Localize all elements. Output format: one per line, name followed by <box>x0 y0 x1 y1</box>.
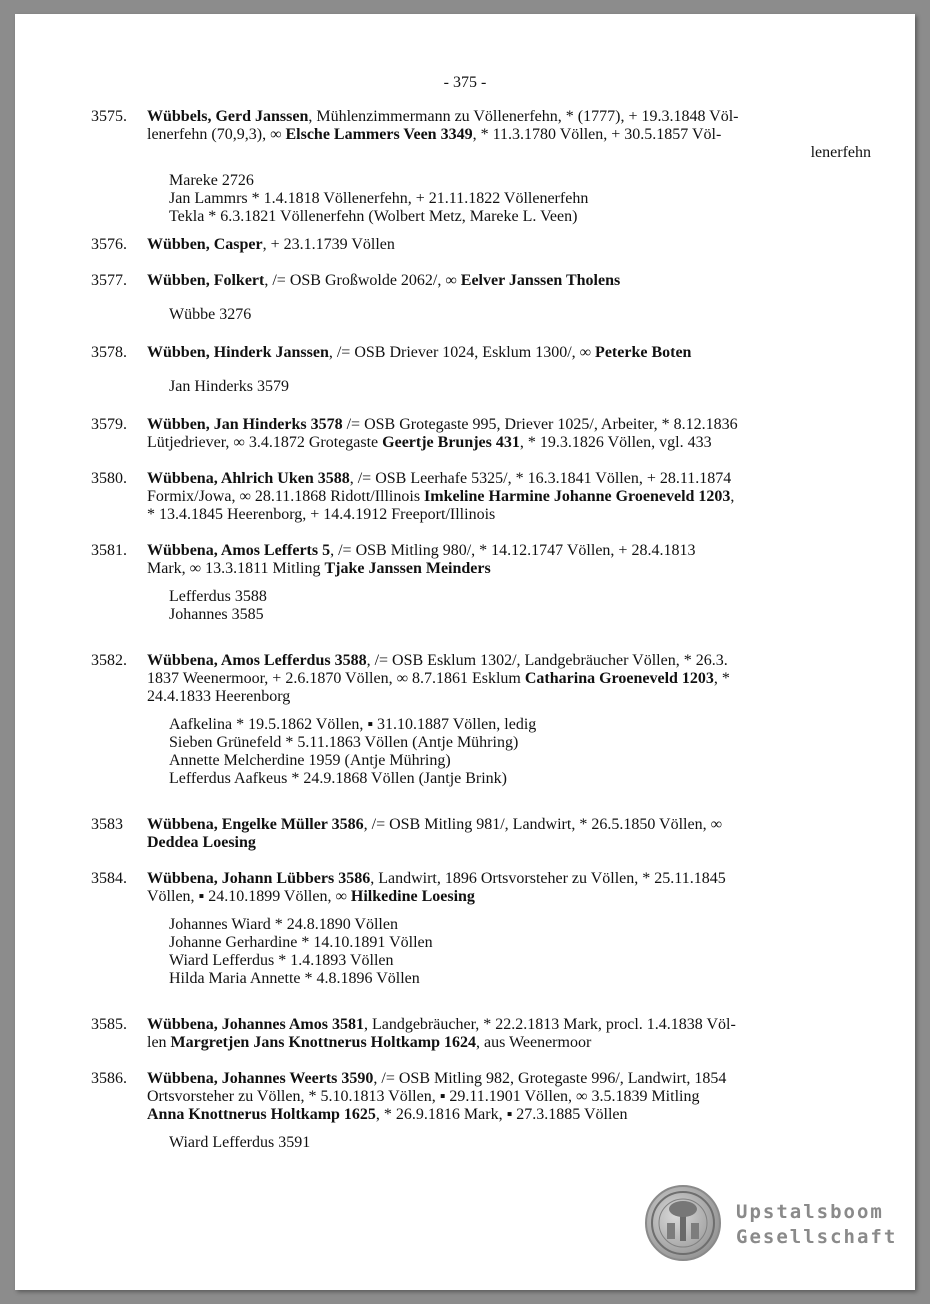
entry-detail: 1837 Weenermoor, + 2.6.1870 Völlen, ∞ 8.7.1861 Esklum <box>147 670 525 687</box>
entry-line <box>147 870 871 888</box>
page-number: - 375 - <box>443 74 487 91</box>
entry-line <box>147 434 871 452</box>
children-list <box>169 916 871 988</box>
entry-line <box>147 888 871 906</box>
child-entry: Wiard Lefferdus 3591 <box>169 1134 311 1151</box>
person-name: Tjake Janssen Meinders <box>324 560 491 577</box>
entry-text <box>147 236 871 254</box>
person-name: Deddea Loesing <box>147 834 256 851</box>
entry-detail: Mark, ∞ 13.3.1811 Mitling <box>147 560 325 577</box>
entry-text <box>147 816 871 852</box>
entry-text <box>147 416 871 452</box>
entry-detail: , <box>730 488 735 505</box>
entry-line <box>147 108 871 126</box>
entry-text <box>147 470 871 524</box>
person-name: Catharina Groeneveld 1203 <box>524 670 714 687</box>
entry-3575 <box>91 108 871 226</box>
entry-line <box>147 1088 871 1106</box>
entry-detail: , /= OSB Mitling 982, Grotegaste 996/, Landwirt, 1854 <box>373 1070 727 1087</box>
entry-line <box>147 1034 871 1052</box>
entry-number: 3577. <box>91 272 127 289</box>
child-entry: Mareke 2726 <box>169 172 254 189</box>
entry-line <box>147 236 871 254</box>
entry-line <box>147 416 871 434</box>
entry-line <box>147 670 871 688</box>
entry-line <box>147 688 871 706</box>
children-list <box>169 172 871 226</box>
society-logo-text <box>736 1200 897 1250</box>
person-name: Margretjen Jans Knottnerus Holtkamp 1624 <box>170 1034 477 1051</box>
entry-detail: * 13.4.1845 Heerenborg, + 14.4.1912 Freeport/Illinois <box>147 506 496 523</box>
children-list <box>169 716 871 788</box>
entry-3580 <box>91 470 871 524</box>
entry-detail: len <box>147 1034 171 1051</box>
entry-detail: , * 11.3.1780 Völlen, + 30.5.1857 Völ- <box>472 126 722 143</box>
entry-detail: , aus Weenermoor <box>476 1034 592 1051</box>
person-name: Elsche Lammers Veen 3349 <box>285 126 473 143</box>
entry-detail: /= OSB Grotegaste 995, Driever 1025/, Arbeiter, * 8.12.1836 <box>342 416 738 433</box>
entry-detail: , /= OSB Driever 1024, Esklum 1300/, ∞ <box>328 344 596 361</box>
entry-3585 <box>91 1016 871 1052</box>
person-name: Peterke Boten <box>595 344 692 361</box>
person-name: Wübben, Jan Hinderks 3578 <box>147 416 343 433</box>
entry-detail: , /= OSB Esklum 1302/, Landgebräucher Völlen, * 26.3. <box>366 652 728 669</box>
entry-detail: , Landgebräucher, * 22.2.1813 Mark, procl. 1.4.1838 Völ- <box>363 1016 736 1033</box>
entry-text <box>147 272 871 290</box>
entry-detail: , /= OSB Leerhafe 5325/, * 16.3.1841 Völlen, + 28.11.1874 <box>349 470 732 487</box>
child-entry: Tekla * 6.3.1821 Völlenerfehn (Wolbert Metz, Mareke L. Veen) <box>169 208 578 225</box>
entry-detail: , Landwirt, 1896 Ortsvorsteher zu Völlen, * 25.11.1845 <box>370 870 726 887</box>
entry-number: 3579. <box>91 416 127 433</box>
document-page <box>15 14 915 1290</box>
child-entry: Johanne Gerhardine * 14.10.1891 Völlen <box>169 934 433 951</box>
entry-number: 3575. <box>91 108 127 125</box>
entry-text <box>147 344 871 362</box>
person-name: Wübben, Casper <box>147 236 263 253</box>
entry-number: 3586. <box>91 1070 127 1087</box>
entry-number: 3576. <box>91 236 127 253</box>
person-name: Geertje Brunjes 431 <box>382 434 520 451</box>
entry-number: 3585. <box>91 1016 127 1033</box>
entry-number: 3583 <box>91 816 123 833</box>
children-list <box>169 378 871 396</box>
entry-3576 <box>91 236 871 254</box>
entry-line <box>147 344 871 362</box>
entry-line <box>147 560 871 578</box>
child-entry: Jan Lammrs * 1.4.1818 Völlenerfehn, + 21.11.1822 Völlenerfehn <box>169 190 589 207</box>
entry-line <box>147 542 871 560</box>
entry-detail: Völlen, ▪ 24.10.1899 Völlen, ∞ <box>147 888 351 905</box>
entry-detail: 24.4.1833 Heerenborg <box>147 688 291 705</box>
person-name: Wübbena, Johannes Amos 3581 <box>147 1016 364 1033</box>
entry-3586 <box>91 1070 871 1152</box>
entry-3578 <box>91 344 871 396</box>
entry-detail: Ortsvorsteher zu Völlen, * 5.10.1813 Völlen, ▪ 29.11.1901 Völlen, ∞ 3.5.1839 Mitling <box>147 1088 700 1105</box>
entry-line <box>147 272 871 290</box>
person-name: Wübbels, Gerd Janssen <box>147 108 309 125</box>
person-name: Wübbena, Engelke Müller 3586 <box>147 816 364 833</box>
child-entry: Jan Hinderks 3579 <box>169 378 289 395</box>
society-seal-image <box>645 1185 721 1261</box>
entry-text <box>147 1070 871 1124</box>
entry-3583 <box>91 816 871 852</box>
person-name: Wübben, Hinderk Janssen <box>147 344 329 361</box>
person-name: Anna Knottnerus Holtkamp 1625 <box>147 1106 376 1123</box>
entry-line <box>147 470 871 488</box>
entry-detail: Lütjedriever, ∞ 3.4.1872 Grotegaste <box>147 434 383 451</box>
entry-detail: Formix/Jowa, ∞ 28.11.1868 Ridott/Illinois <box>147 488 425 505</box>
child-entry: Johannes Wiard * 24.8.1890 Völlen <box>169 916 398 933</box>
entry-text <box>147 542 871 578</box>
entry-detail: , Mühlenzimmermann zu Völlenerfehn, * (1777), + 19.3.1848 Völ- <box>308 108 739 125</box>
entry-line <box>147 144 871 162</box>
children-list <box>169 588 871 624</box>
entry-line <box>147 506 871 524</box>
child-entry: Wübbe 3276 <box>169 306 252 323</box>
entry-text <box>147 108 871 162</box>
entry-3581 <box>91 542 871 624</box>
entry-line <box>147 652 871 670</box>
entry-detail: , * 19.3.1826 Völlen, vgl. 433 <box>519 434 712 451</box>
entry-3577 <box>91 272 871 324</box>
entry-line <box>147 1106 871 1124</box>
logo-line-2: Gesellschaft <box>736 1226 898 1248</box>
person-name: Eelver Janssen Tholens <box>460 272 621 289</box>
person-name: Hilkedine Loesing <box>350 888 475 905</box>
entry-detail: , * 26.9.1816 Mark, ▪ 27.3.1885 Völlen <box>375 1106 628 1123</box>
entry-detail: lenerfehn (70,9,3), ∞ <box>147 126 286 143</box>
entry-text <box>147 652 871 706</box>
entry-line <box>147 1016 871 1034</box>
entry-text <box>147 1016 871 1052</box>
entry-detail: , /= OSB Mitling 980/, * 14.12.1747 Völlen, + 28.4.1813 <box>330 542 696 559</box>
person-name: Wübbena, Amos Lefferdus 3588 <box>147 652 367 669</box>
entry-number: 3581. <box>91 542 127 559</box>
child-entry: Aafkelina * 19.5.1862 Völlen, ▪ 31.10.1887 Völlen, ledig <box>169 716 537 733</box>
person-name: Wübbena, Johann Lübbers 3586 <box>147 870 371 887</box>
child-entry: Sieben Grünefeld * 5.11.1863 Völlen (Antje Mühring) <box>169 734 519 751</box>
entry-detail: , /= OSB Mitling 981/, Landwirt, * 26.5.1850 Völlen, ∞ <box>363 816 722 833</box>
entry-detail: , * <box>713 670 730 687</box>
child-entry: Johannes 3585 <box>169 606 264 623</box>
entry-number: 3578. <box>91 344 127 361</box>
children-list <box>169 1134 871 1152</box>
child-entry: Hilda Maria Annette * 4.8.1896 Völlen <box>169 970 420 987</box>
entry-3579 <box>91 416 871 452</box>
child-entry: Annette Melcherdine 1959 (Antje Mühring) <box>169 752 451 769</box>
entry-3582 <box>91 652 871 788</box>
entry-line <box>147 126 871 144</box>
children-list <box>169 306 871 324</box>
person-name: Wübbena, Amos Lefferts 5 <box>147 542 331 559</box>
seal-emblem-icon <box>647 1187 719 1259</box>
entry-detail: , /= OSB Großwolde 2062/, ∞ <box>264 272 461 289</box>
person-name: Imkeline Harmine Johanne Groeneveld 1203 <box>424 488 731 505</box>
entry-line <box>147 488 871 506</box>
entry-detail: lenerfehn <box>810 144 871 161</box>
entry-number: 3580. <box>91 470 127 487</box>
entry-3584 <box>91 870 871 988</box>
person-name: Wübben, Folkert <box>147 272 265 289</box>
child-entry: Lefferdus 3588 <box>169 588 267 605</box>
entry-text <box>147 870 871 906</box>
child-entry: Wiard Lefferdus * 1.4.1893 Völlen <box>169 952 394 969</box>
entry-line <box>147 1070 871 1088</box>
person-name: Wübbena, Johannes Weerts 3590 <box>147 1070 374 1087</box>
person-name: Wübbena, Ahlrich Uken 3588 <box>147 470 350 487</box>
entry-line <box>147 816 871 834</box>
entry-line <box>147 834 871 852</box>
logo-line-1: Upstalsboom <box>736 1201 884 1223</box>
entry-number: 3582. <box>91 652 127 669</box>
child-entry: Lefferdus Aafkeus * 24.9.1868 Völlen (Jantje Brink) <box>169 770 508 787</box>
entry-number: 3584. <box>91 870 127 887</box>
entry-detail: , + 23.1.1739 Völlen <box>262 236 395 253</box>
